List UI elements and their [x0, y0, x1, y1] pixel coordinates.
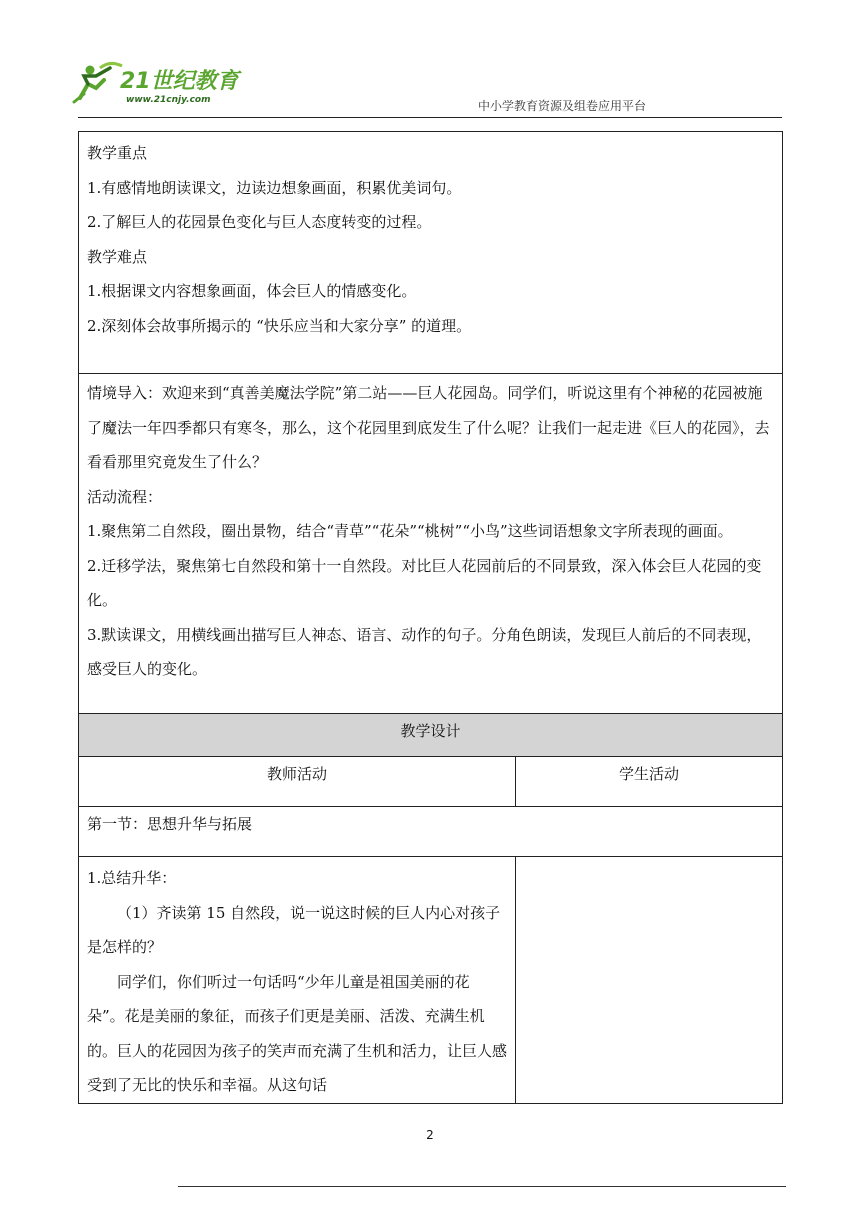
difficulty-item: 2.深刻体会故事所揭示的 “快乐应当和大家分享” 的道理。	[87, 316, 472, 335]
logo	[70, 58, 250, 108]
question-text: （1）齐读第 15 自然段，说一说这时候的巨人内心对孩子是怎样的？	[87, 903, 501, 956]
svg-text:21世纪教育: 21世纪教育	[120, 69, 239, 94]
footer-rule	[178, 1186, 786, 1187]
student-activity-header: 学生活动	[516, 757, 783, 807]
platform-name: 中小学教育资源及组卷应用平台	[478, 99, 647, 113]
intro-cell	[79, 374, 783, 714]
focus-cell	[79, 132, 783, 374]
key-points-title: 教学重点	[87, 144, 148, 162]
page-number: 2	[426, 1128, 434, 1142]
difficulty-item: 1.根据课文内容想象画面，体会巨人的情感变化。	[87, 282, 417, 300]
scenario-text: 情境导入：欢迎来到“真善美魔法学院”第二站——巨人花园岛。同学们，听说这里有个神秘的花园被施了魔法一年四季都只有寒冬，那么，这个花园里到底发生了什么呢？让我们一起走进《巨人的花园》，去看看那里究竟发生了什么？	[87, 384, 770, 471]
section-title: 第一节：思想升华与拓展	[79, 807, 783, 857]
teacher-activity-header: 教师活动	[79, 757, 516, 807]
difficulty-title: 教学难点	[87, 247, 148, 266]
teacher-activity-content	[79, 857, 516, 1104]
page-header	[0, 0, 860, 118]
summary-paragraph: 同学们，你们听过一句话吗“少年儿童是祖国美丽的花朵”。花是美丽的象征，而孩子们更是美丽、活泼、充满生机的。巨人的花园因为孩子的笑声而充满了生机和活力，让巨人感受到了无比的快乐和幸福。从这句话	[87, 972, 508, 1094]
student-activity-content	[516, 857, 783, 1104]
lesson-table	[78, 131, 783, 1104]
key-point-item: 2.了解巨人的花园景色变化与巨人态度转变的过程。	[87, 213, 432, 231]
flow-item: 2.迁移学法，聚焦第七自然段和第十一自然段。对比巨人花园前后的不同景致，深入体会巨人花园的变化。	[87, 556, 762, 609]
flow-title: 活动流程：	[87, 487, 163, 506]
header-rule	[78, 117, 782, 118]
key-point-item: 1.有感情地朗读课文，边读边想象画面，积累优美词句。	[87, 178, 462, 197]
svg-text:www.21cnjy.com: www.21cnjy.com	[126, 95, 211, 105]
summary-heading: 1.总结升华：	[87, 869, 177, 887]
flow-item: 1.聚焦第二自然段，圈出景物，结合“青草”“花朵”“桃树”“小鸟”这些词语想象文字所表现的画面。	[87, 522, 733, 540]
flow-item: 3.默读课文，用横线画出描写巨人神态、语言、动作的句子。分角色朗读，发现巨人前后的不同表现，感受巨人的变化。	[87, 625, 762, 678]
design-title: 教学设计	[79, 714, 783, 757]
